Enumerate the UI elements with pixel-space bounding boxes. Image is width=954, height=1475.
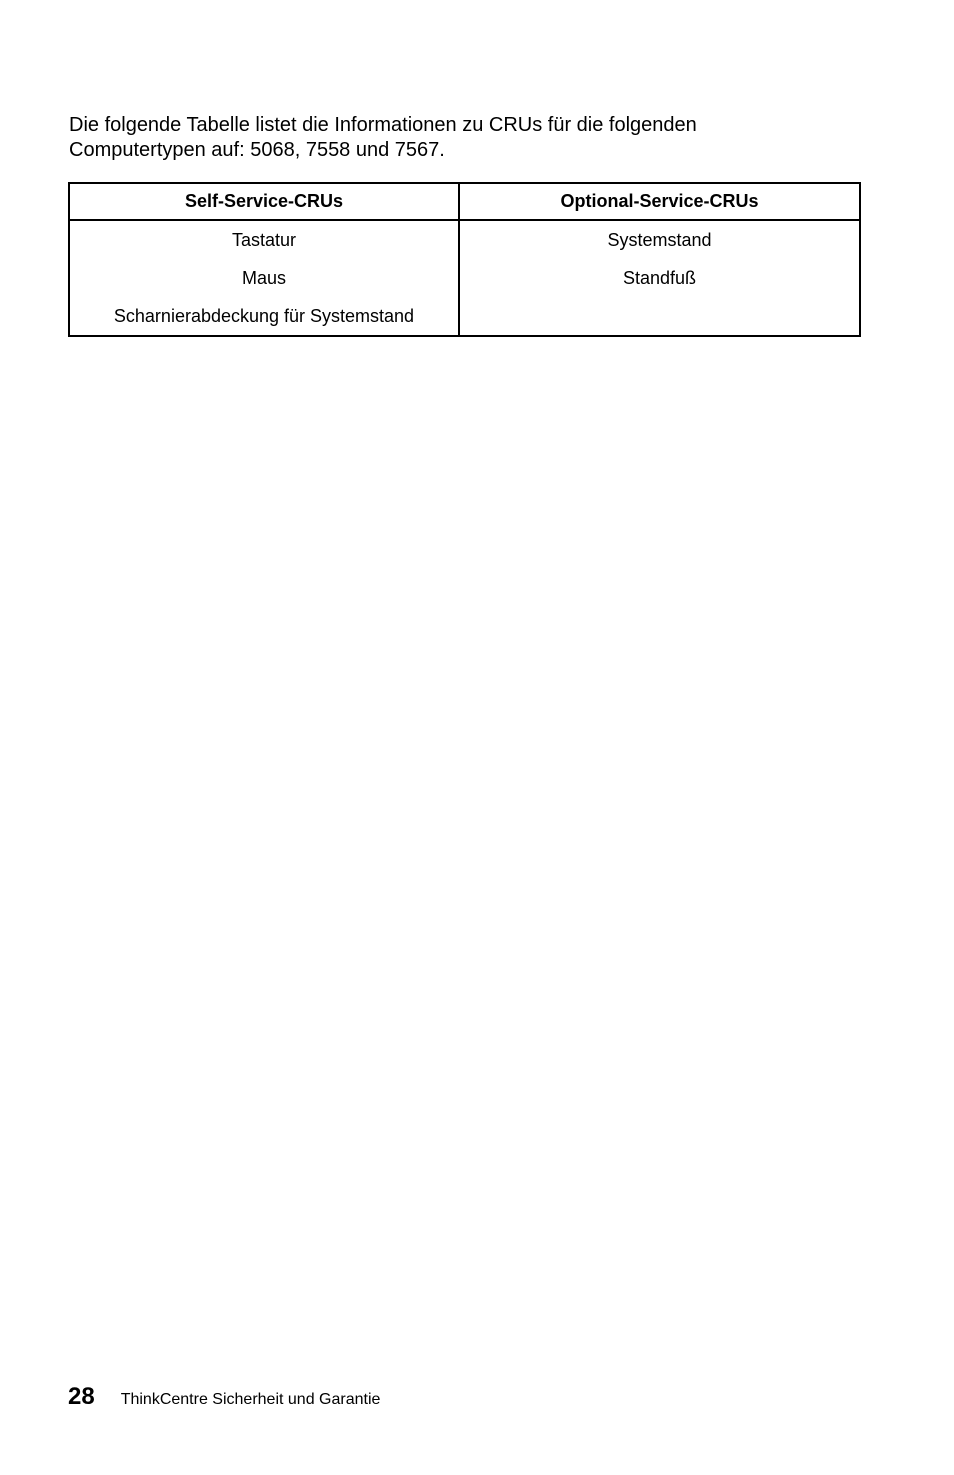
intro-line-1: Die folgende Tabelle listet die Informationen zu CRUs für die folgenden bbox=[69, 114, 697, 136]
page-footer bbox=[68, 1383, 380, 1411]
table-cell: Standfuß bbox=[622, 267, 697, 288]
table-cell: Scharnierabdeckung für Systemstand bbox=[69, 297, 459, 336]
header-optional-service: Optional-Service-CRUs bbox=[459, 183, 860, 220]
page-number: 28 bbox=[68, 1383, 95, 1410]
intro-line-2: Computertypen auf: 5068, 7558 und 7567. bbox=[69, 139, 445, 161]
table-header-row bbox=[69, 183, 860, 220]
table-row bbox=[69, 297, 860, 336]
header-self-service: Self-Service-CRUs bbox=[69, 183, 459, 220]
table-row bbox=[69, 259, 860, 297]
intro-paragraph bbox=[69, 113, 859, 163]
table-cell: Systemstand bbox=[607, 229, 712, 250]
table-cell: Tastatur bbox=[69, 220, 459, 259]
table-row bbox=[69, 220, 860, 259]
table-cell bbox=[459, 297, 860, 336]
footer-title: ThinkCentre Sicherheit und Garantie bbox=[120, 1391, 381, 1408]
cru-table bbox=[68, 182, 861, 337]
table-cell: Maus bbox=[69, 259, 459, 297]
